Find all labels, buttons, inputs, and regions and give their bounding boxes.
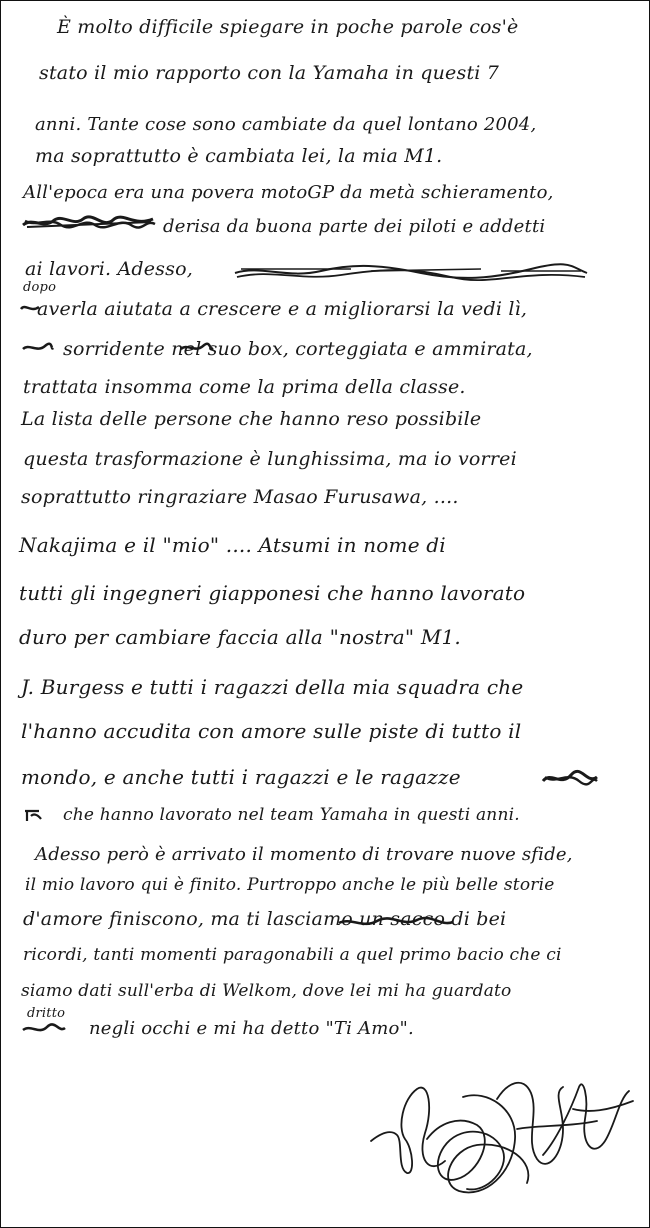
letter-line-19: l'hanno accudita con amore sulle piste di tutto il — [21, 719, 522, 743]
letter-line-14: soprattutto ringraziare Masao Furusawa, .... — [21, 486, 459, 508]
letter-line-13: questa trasformazione è lunghissima, ma io vorrei — [23, 448, 517, 470]
letter-line-12: La lista delle persone che hanno reso possibile — [21, 408, 482, 430]
signature — [367, 1069, 637, 1209]
letter-line-25: ricordi, tanti momenti paragonabili a quel primo bacio che ci — [23, 945, 562, 965]
letter-line-3: anni. Tante cose sono cambiate da quel lontano 2004, — [35, 114, 537, 135]
letter-line-7: ai lavori. Adesso, — [25, 258, 193, 280]
crossed-out-word — [541, 767, 599, 791]
letter-line-26: siamo dati sull'erba di Welkom, dove lei mi ha guardato — [21, 981, 512, 1001]
letter-line-15: Nakajima e il "mio" .... Atsumi in nome di — [19, 533, 446, 557]
letter-line-23: il mio lavoro qui è finito. Purtroppo anche le più belle storie — [25, 875, 555, 895]
crossed-out-word — [21, 1021, 67, 1037]
letter-line-20: mondo, e anche tutti i ragazzi e le ragazze — [21, 765, 461, 789]
crossed-out-sentence — [231, 257, 591, 287]
letter-line-1: È molto difficile spiegare in poche parole cos'è — [57, 16, 519, 38]
letter-line-11: trattata insomma come la prima della classe. — [23, 376, 466, 398]
letter-line-2: stato il mio rapporto con la Yamaha in questi 7 — [39, 62, 500, 84]
letter-line-6: derisa da buona parte dei piloti e addetti — [163, 216, 546, 237]
letter-line-21: che hanno lavorato nel team Yamaha in questi anni. — [63, 805, 520, 825]
letter-line-5: All'epoca era una povera motoGP da metà schieramento, — [23, 182, 554, 203]
letter-line-16: tutti gli ingegneri giapponesi che hanno lavorato — [19, 581, 526, 605]
letter-line-28: negli occhi e mi ha detto "Ti Amo". — [89, 1018, 414, 1039]
letter-line-27: dritto — [27, 1006, 66, 1021]
crossed-out-mark — [21, 341, 55, 355]
crossed-out-word — [337, 913, 455, 931]
letter-line-18: J. Burgess e tutti i ragazzi della mia squadra che — [21, 675, 524, 699]
letter-line-4: ma soprattutto è cambiata lei, la mia M1. — [35, 145, 443, 167]
letter-line-17: duro per cambiare faccia alla "nostra" M1. — [19, 625, 461, 649]
crossed-out-mark — [23, 807, 43, 823]
letter-line-8: dopo — [23, 280, 57, 295]
letter-line-10: sorridente nel suo box, corteggiata e ammirata, — [63, 338, 533, 360]
crossed-out-word — [21, 211, 157, 233]
letter-line-22: Adesso però è arrivato il momento di trovare nuove sfide, — [35, 844, 573, 865]
letter-line-24: d'amore finiscono, ma ti lasciamo un sacco di bei — [23, 908, 507, 930]
letter-line-9: averla aiutata a crescere e a migliorarsi la vedi lì, — [37, 298, 528, 320]
